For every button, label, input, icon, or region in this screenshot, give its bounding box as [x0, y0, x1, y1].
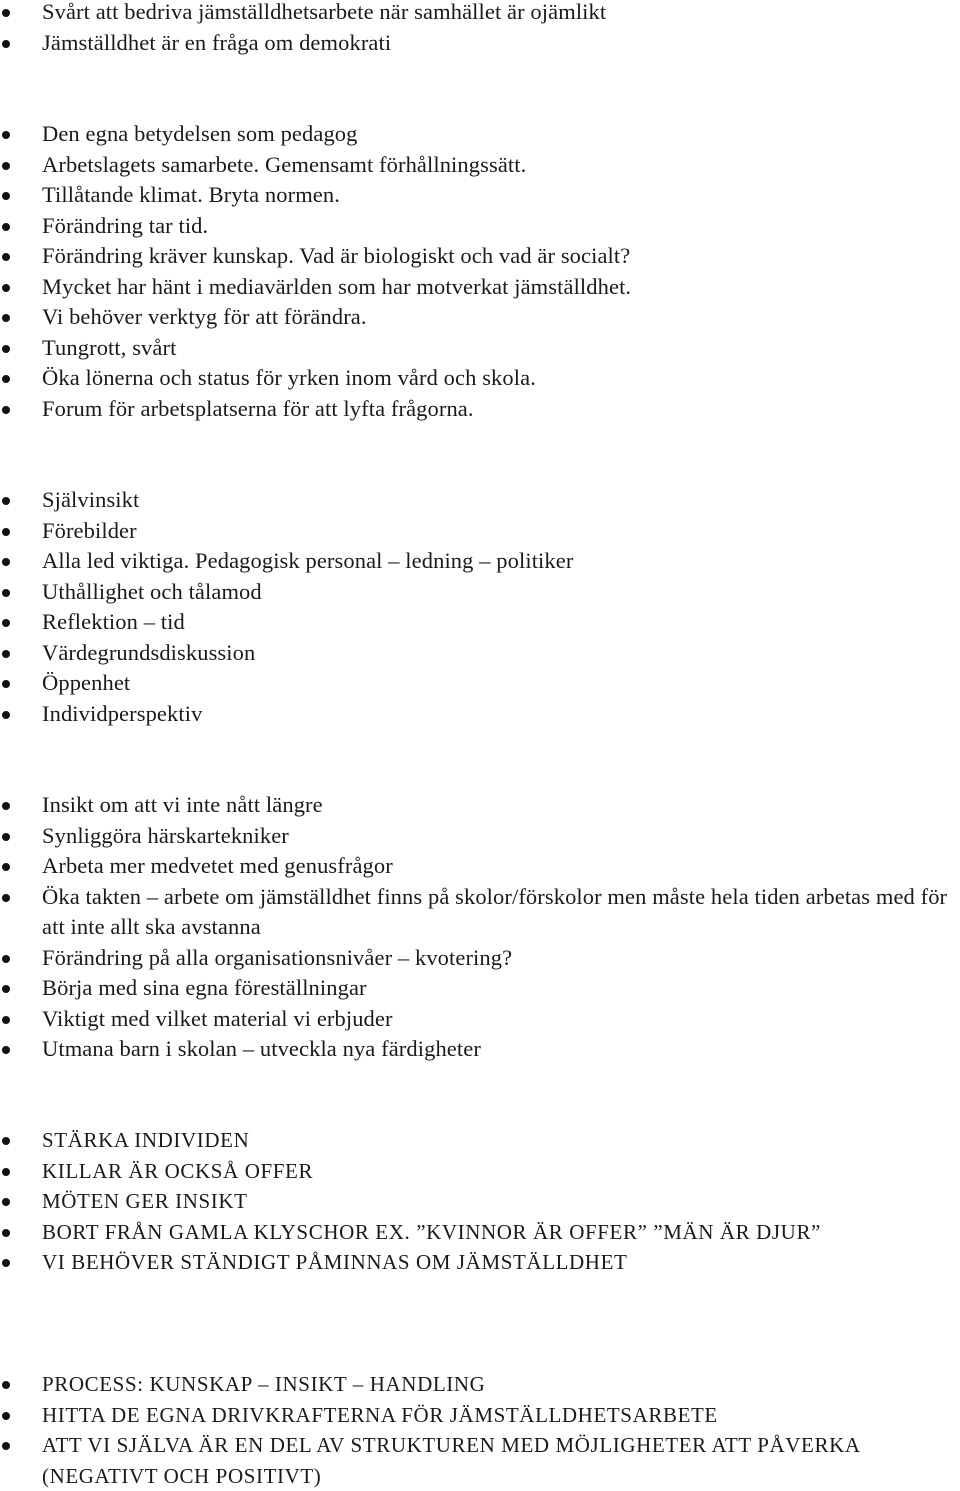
list-item-text: Tungrott, svårt [42, 334, 177, 360]
list-item [0, 180, 960, 211]
list-item-text: Förändring tar tid. [42, 212, 209, 238]
bullet-icon [2, 314, 10, 322]
bullet-icon [2, 863, 10, 871]
list-item [0, 1400, 960, 1431]
list-item-text: Utmana barn i skolan – utveckla nya färdigheter [42, 1036, 481, 1061]
list-item-text: VI BEHÖVER STÄNDIGT PÅMINNAS OM JÄMSTÄLLDHET [42, 1250, 628, 1274]
list-item [0, 851, 960, 882]
list-item-text: PROCESS: KUNSKAP – INSIKT – HANDLING [42, 1372, 486, 1396]
list-item [0, 1369, 960, 1400]
list-item-text: BORT FRÅN GAMLA KLYSCHOR EX. ”KVINNOR ÄR OFFER” ”MÄN ÄR DJUR” [42, 1219, 821, 1244]
list-item [0, 638, 960, 669]
list-item-text: Förebilder [42, 517, 137, 543]
bullet-icon [2, 345, 10, 353]
list-item-text: HITTA DE EGNA DRIVKRAFTERNA FÖR JÄMSTÄLLDHETSARBETE [42, 1402, 718, 1427]
bullet-icon [2, 955, 10, 963]
list-item [0, 790, 960, 821]
list-item [0, 943, 960, 974]
bullet-icon [2, 1442, 10, 1450]
bullet-icon [2, 406, 10, 414]
list-item [0, 821, 960, 852]
list-item [0, 699, 960, 730]
bullet-list-4 [0, 790, 960, 1065]
bullet-icon [2, 802, 10, 810]
list-item [0, 1034, 960, 1065]
bullet-icon [2, 9, 10, 17]
list-item-text: Viktigt med vilket material vi erbjuder [42, 1005, 393, 1031]
bullet-icon [2, 375, 10, 383]
list-item-text: Tillåtande klimat. Bryta normen. [42, 182, 340, 207]
list-item [0, 1004, 960, 1035]
list-item-text: Mycket har hänt i mediavärlden som har motverkat jämställdhet. [42, 273, 632, 299]
bullet-icon [2, 894, 10, 902]
list-item [0, 241, 960, 272]
bullet-list-6 [0, 1369, 960, 1491]
list-item [0, 1125, 960, 1156]
bullet-icon [2, 131, 10, 139]
list-item-text: Öka takten – arbete om jämställdhet finns på skolor/förskolor men måste hela tiden arbetas med för att inte allt ska avstanna [42, 883, 948, 939]
bullet-list-3 [0, 485, 960, 729]
list-item [0, 882, 960, 943]
list-item-text: Insikt om att vi inte nått längre [42, 792, 323, 817]
list-item [0, 302, 960, 333]
bullet-icon [2, 558, 10, 566]
bullet-icon [2, 192, 10, 200]
list-item-text: Öka lönerna och status för yrken inom vård och skola. [42, 365, 536, 390]
list-item [0, 272, 960, 303]
bullet-icon [2, 284, 10, 292]
list-item [0, 668, 960, 699]
bullet-icon [2, 680, 10, 688]
bullet-icon [2, 162, 10, 170]
bullet-icon [2, 711, 10, 719]
bullet-icon [2, 1168, 10, 1176]
bullet-icon [2, 589, 10, 597]
list-item [0, 363, 960, 394]
list-item [0, 119, 960, 150]
list-item [0, 485, 960, 516]
bullet-list-2 [0, 119, 960, 424]
bullet-icon [2, 223, 10, 231]
list-item [0, 0, 960, 28]
list-item-text: Förändring på alla organisationsnivåer – kvotering? [42, 944, 513, 970]
list-item-text: Individperspektiv [42, 700, 203, 726]
list-item [0, 211, 960, 242]
list-item-text: Den egna betydelsen som pedagog [42, 121, 358, 146]
list-item-text: Självinsikt [42, 487, 140, 512]
list-item-text: STÄRKA INDIVIDEN [42, 1128, 250, 1152]
list-item-text: Arbetslagets samarbete. Gemensamt förhållningssätt. [42, 151, 527, 177]
list-item [0, 1156, 960, 1187]
list-item-text: Uthållighet och tålamod [42, 578, 262, 604]
list-item-text: MÖTEN GER INSIKT [42, 1189, 248, 1213]
bullet-icon [2, 497, 10, 505]
list-item [0, 973, 960, 1004]
list-item [0, 607, 960, 638]
bullet-icon [2, 253, 10, 261]
list-item-text: Forum för arbetsplatserna för att lyfta frågorna. [42, 395, 474, 421]
list-item-text: ATT VI SJÄLVA ÄR EN DEL AV STRUKTUREN MED MÖJLIGHETER ATT PÅVERKA (NEGATIVT OCH POSITIVT) [42, 1433, 860, 1488]
list-item-text: Synliggöra härskartekniker [42, 822, 289, 848]
list-item-text: Förändring kräver kunskap. Vad är biologiskt och vad är socialt? [42, 243, 631, 268]
bullet-icon [2, 1229, 10, 1237]
bullet-icon [2, 1137, 10, 1145]
bullet-icon [2, 528, 10, 536]
bullet-icon [2, 1046, 10, 1054]
bullet-icon [2, 1412, 10, 1420]
list-item [0, 28, 960, 59]
list-item-text: Reflektion – tid [42, 609, 185, 634]
list-item [0, 577, 960, 608]
list-item [0, 516, 960, 547]
list-item [0, 1217, 960, 1248]
bullet-icon [2, 1259, 10, 1267]
bullet-list-1 [0, 0, 960, 58]
list-item [0, 394, 960, 425]
list-item [0, 1430, 960, 1491]
list-item-text: Svårt att bedriva jämställdhetsarbete när samhället är ojämlikt [42, 0, 607, 24]
bullet-icon [2, 650, 10, 658]
list-item-text: Värdegrundsdiskussion [42, 639, 256, 665]
list-item [0, 150, 960, 181]
bullet-icon [2, 985, 10, 993]
list-item-text: Alla led viktiga. Pedagogisk personal – ledning – politiker [42, 548, 574, 573]
bullet-icon [2, 40, 10, 48]
list-item [0, 333, 960, 364]
bullet-icon [2, 1016, 10, 1024]
bullet-icon [2, 1198, 10, 1206]
list-item [0, 1186, 960, 1217]
bullet-list-5 [0, 1125, 960, 1278]
list-item-text: Jämställdhet är en fråga om demokrati [42, 29, 392, 55]
list-item-text: Öppenhet [42, 670, 131, 695]
list-item-text: KILLAR ÄR OCKSÅ OFFER [42, 1158, 314, 1183]
bullet-icon [2, 619, 10, 627]
list-item [0, 546, 960, 577]
list-item-text: Vi behöver verktyg för att förändra. [42, 304, 367, 329]
list-item-text: Arbeta mer medvetet med genusfrågor [42, 853, 393, 878]
bullet-icon [2, 1381, 10, 1389]
bullet-icon [2, 833, 10, 841]
list-item-text: Börja med sina egna föreställningar [42, 975, 367, 1000]
list-item [0, 1247, 960, 1278]
